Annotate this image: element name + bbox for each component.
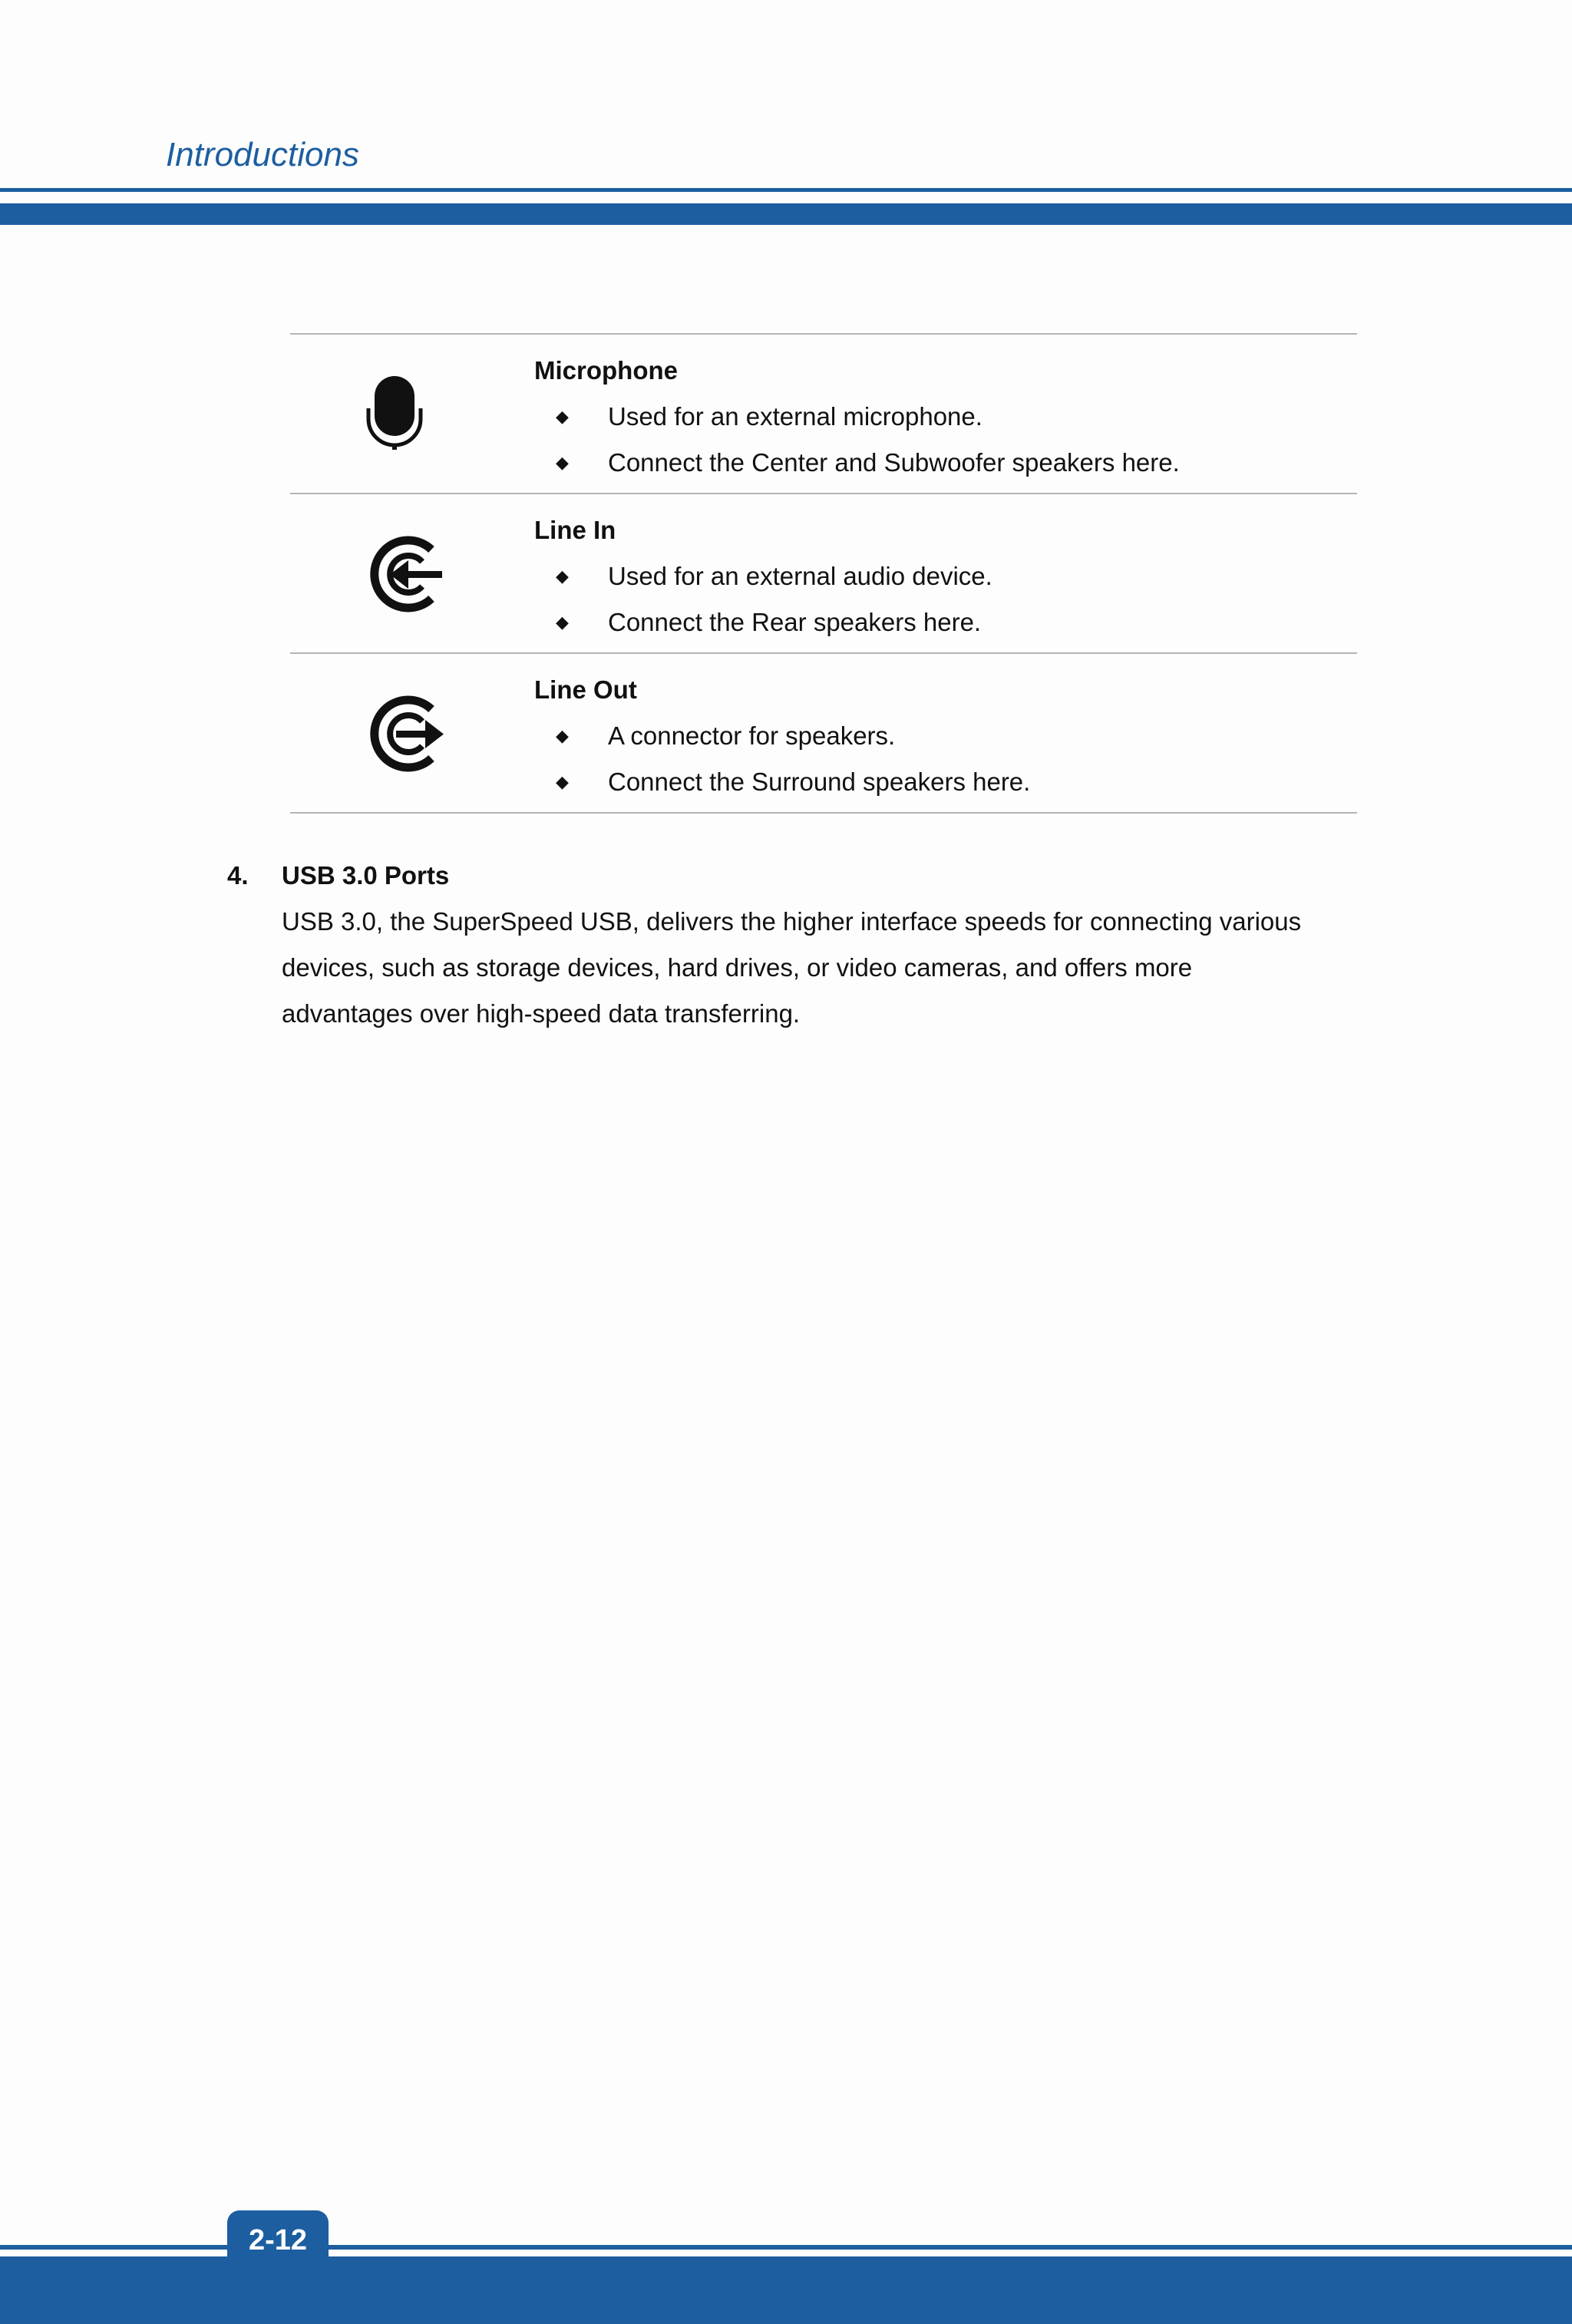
section-title: USB 3.0 Ports [282, 861, 450, 890]
paragraph-line: devices, such as storage devices, hard drives, or video cameras, and offers more [282, 953, 1193, 982]
jack-title-line-out: Line Out [534, 675, 637, 704]
line-out-icon [361, 692, 445, 781]
bullet-diamond: ◆ [556, 612, 569, 632]
microphone-icon [364, 375, 425, 457]
paragraph-line: advantages over high-speed data transferring. [282, 999, 801, 1028]
bullet-text: Connect the Center and Subwoofer speakers here. [608, 448, 1180, 477]
page-number: 2-12 [248, 2224, 308, 2256]
line-in-icon [361, 533, 445, 621]
section-number: 4. [227, 861, 249, 890]
page-header-title: Introductions [166, 136, 359, 173]
table-rule [290, 652, 1357, 654]
jack-title-line-in: Line In [534, 516, 616, 544]
bullet-text: A connector for speakers. [608, 721, 896, 750]
jack-title-microphone: Microphone [534, 356, 678, 385]
bullet-diamond: ◆ [556, 566, 569, 586]
bullet-text: Connect the Surround speakers here. [608, 768, 1031, 796]
table-rule-bottom [290, 812, 1357, 814]
header-rule-thin [0, 188, 1572, 192]
bullet-text: Used for an external microphone. [608, 402, 982, 431]
paragraph-line: USB 3.0, the SuperSpeed USB, delivers the higher interface speeds for connecting various [282, 907, 1302, 936]
header-rule-thick [0, 203, 1572, 225]
table-rule-top [290, 333, 1357, 335]
bullet-text: Used for an external audio device. [608, 562, 992, 590]
table-rule [290, 493, 1357, 494]
bullet-diamond: ◆ [556, 407, 569, 426]
bullet-diamond: ◆ [556, 772, 569, 791]
bullet-text: Connect the Rear speakers here. [608, 608, 982, 636]
bullet-diamond: ◆ [556, 453, 569, 472]
bullet-diamond: ◆ [556, 726, 569, 745]
